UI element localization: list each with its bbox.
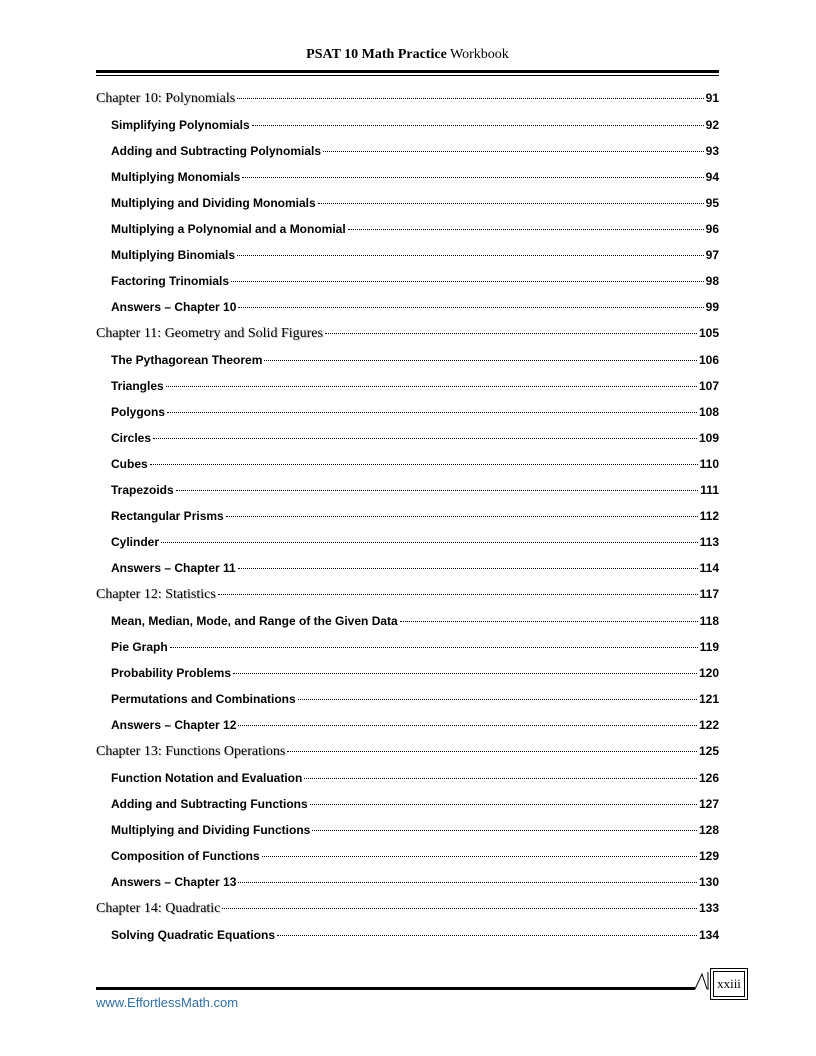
- toc-entry-title: Probability Problems: [111, 666, 232, 680]
- toc-section-entry[interactable]: [96, 248, 719, 274]
- toc-entry-title: The Pythagorean Theorem: [111, 353, 263, 367]
- toc-entry-title: Adding and Subtracting Polynomials: [111, 144, 322, 158]
- toc-section-entry[interactable]: [96, 692, 719, 718]
- toc-entry-title: Rectangular Prisms: [111, 509, 224, 523]
- toc-section-entry[interactable]: [96, 849, 719, 875]
- toc-dot-leader: [238, 882, 697, 883]
- toc-entry-page: 94: [705, 170, 719, 184]
- toc-entry-page: 98: [705, 274, 719, 288]
- toc-entry-title: Multiplying Binomials: [111, 248, 236, 262]
- toc-section-entry[interactable]: [96, 405, 719, 431]
- toc-entry-title: Answers – Chapter 11: [111, 561, 236, 575]
- toc-section-entry[interactable]: [96, 274, 719, 300]
- toc-section-entry[interactable]: [96, 535, 719, 561]
- toc-entry-title: Composition of Functions: [111, 849, 260, 863]
- toc-chapter-entry[interactable]: [96, 901, 719, 928]
- toc-entry-title: Simplifying Polynomials: [111, 118, 250, 132]
- toc-entry-page: 120: [698, 666, 719, 680]
- toc-chapter-entry[interactable]: [96, 744, 719, 771]
- toc-entry-title: Answers – Chapter 10: [111, 300, 237, 314]
- header-title-bold: PSAT 10 Math Practice: [306, 47, 447, 62]
- toc-entry-title: Chapter 11: Geometry and Solid Figures: [96, 326, 323, 341]
- toc-section-entry[interactable]: [96, 614, 719, 640]
- toc-section-entry[interactable]: [96, 771, 719, 797]
- toc-entry-page: 92: [705, 118, 719, 132]
- toc-entry-page: 117: [699, 587, 719, 601]
- toc-dot-leader: [348, 229, 704, 230]
- toc-entry-title: Cubes: [111, 457, 148, 471]
- toc-dot-leader: [252, 125, 704, 126]
- toc-entry-title: Chapter 12: Statistics: [96, 587, 216, 602]
- toc-entry-page: 126: [698, 771, 719, 785]
- toc-entry-title: Multiplying a Polynomial and a Monomial: [111, 222, 346, 236]
- toc-entry-page: 91: [705, 91, 719, 105]
- toc-dot-leader: [170, 647, 698, 648]
- toc-section-entry[interactable]: [96, 666, 719, 692]
- toc-chapter-entry[interactable]: [96, 587, 719, 614]
- toc-section-entry[interactable]: [96, 170, 719, 196]
- toc-section-entry[interactable]: [96, 222, 719, 248]
- toc-entry-title: Cylinder: [111, 535, 160, 549]
- toc-section-entry[interactable]: [96, 823, 719, 849]
- toc-entry-page: 121: [698, 692, 719, 706]
- toc-entry-title: Multiplying and Dividing Functions: [111, 823, 311, 837]
- toc-section-entry[interactable]: [96, 144, 719, 170]
- toc-entry-page: 127: [698, 797, 719, 811]
- toc-dot-leader: [238, 725, 697, 726]
- toc-entry-page: 93: [705, 144, 719, 158]
- toc-entry-page: 122: [698, 718, 719, 732]
- toc-entry-title: Triangles: [111, 379, 164, 393]
- toc-entry-title: Multiplying Monomials: [111, 170, 241, 184]
- toc-dot-leader: [304, 778, 697, 779]
- table-of-contents: [96, 91, 719, 954]
- toc-dot-leader: [312, 830, 697, 831]
- toc-section-entry[interactable]: [96, 457, 719, 483]
- toc-entry-title: Pie Graph: [111, 640, 168, 654]
- toc-entry-title: Chapter 10: Polynomials: [96, 91, 236, 106]
- toc-entry-title: Function Notation and Evaluation: [111, 771, 303, 785]
- toc-dot-leader: [287, 751, 697, 752]
- toc-entry-page: 134: [698, 928, 719, 942]
- toc-dot-leader: [176, 490, 699, 491]
- toc-entry-title: Circles: [111, 431, 152, 445]
- page-number: xxiii: [717, 976, 741, 991]
- toc-section-entry[interactable]: [96, 640, 719, 666]
- toc-section-entry[interactable]: [96, 509, 719, 535]
- page-number-box: [710, 968, 748, 1000]
- toc-entry-title: Chapter 13: Functions Operations: [96, 744, 286, 759]
- toc-entry-page: 110: [699, 457, 719, 471]
- toc-dot-leader: [150, 464, 698, 465]
- toc-dot-leader: [218, 594, 698, 595]
- toc-entry-page: 108: [698, 405, 719, 419]
- toc-dot-leader: [238, 307, 703, 308]
- toc-dot-leader: [277, 935, 697, 936]
- toc-section-entry[interactable]: [96, 928, 719, 954]
- toc-dot-leader: [166, 386, 697, 387]
- running-header: [96, 47, 719, 63]
- toc-entry-page: 119: [699, 640, 719, 654]
- toc-entry-title: Answers – Chapter 12: [111, 718, 237, 732]
- toc-section-entry[interactable]: [96, 483, 719, 509]
- toc-entry-title: Multiplying and Dividing Monomials: [111, 196, 316, 210]
- toc-dot-leader: [318, 203, 704, 204]
- toc-entry-page: 129: [698, 849, 719, 863]
- toc-entry-page: 99: [705, 300, 719, 314]
- toc-entry-page: 105: [698, 326, 719, 340]
- toc-dot-leader: [233, 673, 697, 674]
- toc-entry-page: 113: [699, 535, 719, 549]
- toc-dot-leader: [237, 98, 703, 99]
- toc-dot-leader: [167, 412, 697, 413]
- toc-section-entry[interactable]: [96, 353, 719, 379]
- toc-dot-leader: [238, 568, 698, 569]
- toc-section-entry[interactable]: [96, 561, 719, 587]
- toc-entry-page: 106: [698, 353, 719, 367]
- toc-dot-leader: [153, 438, 697, 439]
- toc-dot-leader: [226, 516, 698, 517]
- toc-entry-page: 109: [698, 431, 719, 445]
- toc-entry-page: 118: [699, 614, 719, 628]
- toc-entry-page: 133: [698, 901, 719, 915]
- toc-entry-title: Permutations and Combinations: [111, 692, 296, 706]
- toc-entry-page: 95: [705, 196, 719, 210]
- toc-entry-page: 111: [700, 483, 719, 497]
- toc-entry-title: Polygons: [111, 405, 166, 419]
- toc-chapter-entry[interactable]: [96, 91, 719, 118]
- toc-dot-leader: [264, 360, 697, 361]
- toc-dot-leader: [323, 151, 704, 152]
- toc-dot-leader: [298, 699, 697, 700]
- toc-entry-title: Solving Quadratic Equations: [111, 928, 276, 942]
- toc-dot-leader: [400, 621, 698, 622]
- toc-entry-page: 125: [698, 744, 719, 758]
- toc-section-entry[interactable]: [96, 379, 719, 405]
- toc-entry-title: Trapezoids: [111, 483, 174, 497]
- footer-corner-decoration: [695, 972, 709, 990]
- footer-rule: [96, 987, 695, 990]
- toc-entry-page: 112: [699, 509, 719, 523]
- toc-entry-page: 107: [698, 379, 719, 393]
- header-rule-thin: [96, 75, 719, 76]
- toc-section-entry[interactable]: [96, 118, 719, 144]
- toc-entry-title: Adding and Subtracting Functions: [111, 797, 308, 811]
- toc-entry-title: Factoring Trinomials: [111, 274, 230, 288]
- toc-dot-leader: [325, 333, 697, 334]
- toc-section-entry[interactable]: [96, 196, 719, 222]
- toc-section-entry[interactable]: [96, 431, 719, 457]
- toc-section-entry[interactable]: [96, 300, 719, 326]
- toc-dot-leader: [237, 255, 704, 256]
- toc-dot-leader: [310, 804, 697, 805]
- toc-dot-leader: [231, 281, 704, 282]
- toc-dot-leader: [222, 908, 697, 909]
- header-title-rest: Workbook: [450, 47, 509, 62]
- toc-entry-page: 130: [698, 875, 719, 889]
- toc-section-entry[interactable]: [96, 718, 719, 744]
- toc-entry-page: 114: [699, 561, 719, 575]
- toc-entry-page: 97: [705, 248, 719, 262]
- toc-chapter-entry[interactable]: [96, 326, 719, 353]
- toc-section-entry[interactable]: [96, 797, 719, 823]
- toc-dot-leader: [242, 177, 703, 178]
- toc-entry-page: 128: [698, 823, 719, 837]
- toc-entry-title: Chapter 14: Quadratic: [96, 901, 221, 916]
- toc-entry-title: Mean, Median, Mode, and Range of the Given Data: [111, 614, 398, 628]
- toc-entry-title: Answers – Chapter 13: [111, 875, 237, 889]
- footer-website-link[interactable]: www.EffortlessMath.com: [96, 995, 239, 1010]
- toc-section-entry[interactable]: [96, 875, 719, 901]
- header-rule-thick: [96, 70, 719, 73]
- toc-entry-page: 96: [705, 222, 719, 236]
- toc-dot-leader: [161, 542, 698, 543]
- toc-dot-leader: [262, 856, 697, 857]
